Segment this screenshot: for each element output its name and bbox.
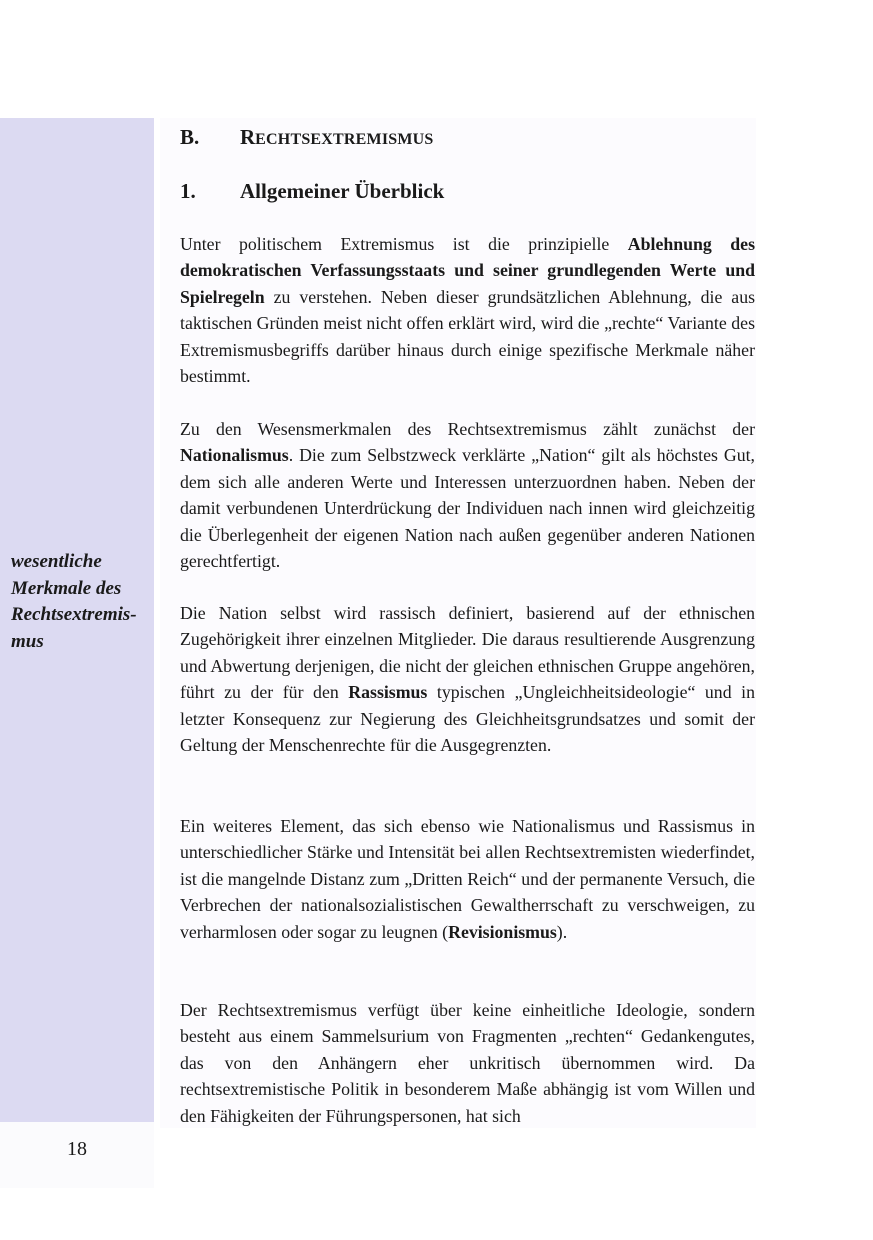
paragraph-text: Der Rechtsextremismus verfügt über keine einheitliche Ideologie, sondern besteht aus einem Sammelsurium von Fragmenten „rechten“ Gedankengutes, das von den Anhängern eher unkritisch übernommen wird. Da rechtsextremistische Politik in besonderem Maße abhängig ist vom Willen und den Fähigkeiten der Führungspersonen, hat sich [180, 1000, 755, 1126]
paragraph-2 [180, 416, 755, 574]
subsection-title: Allgemeiner Überblick [240, 179, 445, 203]
paragraph-text: zu verstehen. Neben dieser grundsätzlichen Ablehnung, die aus taktischen Gründen meist nicht offen erklärt wird, wird die „rechte“ Variante des Extremismusbegriffs darüber hinaus durch einige spezifische Merkmale näher bestimmt. [180, 286, 755, 387]
section-title-rest: ECHTSEXTREMISMUS [255, 131, 434, 148]
margin-note-line: mus [11, 630, 44, 652]
section-letter: B. [180, 125, 200, 149]
paragraph-text: Zu den Wesensmerkmalen des Rechtsextremismus zählt zunächst der [180, 419, 755, 439]
paragraph-emphasis: Nationalismus [180, 445, 289, 466]
section-title-initial: R [240, 125, 256, 149]
margin-note [11, 549, 157, 655]
paragraph-4 [180, 813, 755, 945]
margin-note-line: wesentliche [11, 551, 102, 572]
paragraph-text: Unter politischem Extremismus ist die prinzipielle [180, 234, 628, 254]
page-number: 18 [67, 1138, 87, 1160]
paragraph-emphasis: Ablehnung des demokratischen Verfassungsstaats und seiner grundlegenden Werte und Spielregeln [180, 234, 755, 307]
paragraph-emphasis: Rassismus [348, 682, 428, 703]
paragraph-5 [180, 997, 755, 1129]
paragraph-3 [180, 600, 755, 758]
paragraph-text: Ein weiteres Element, das sich ebenso wie Nationalismus und Rassismus in unterschiedlicher Stärke und Intensität bei allen Rechtsextremisten wiederfindet, ist die mangelnde Distanz zum „Dritten Reich“ und der permanente Versuch, die Verbrechen der nationalsozialistischen Gewaltherrschaft zu verschweigen, zu verharmlosen oder sogar zu leugnen ( [180, 816, 755, 942]
paragraph-text: ). [556, 921, 568, 942]
margin-note-line: Merkmale des [11, 577, 122, 599]
paragraph-text: typischen „Ungleichheitsideologie“ und in letzter Konsequenz zur Negierung des Gleichheitsgrundsatzes und somit der Geltung der Menschenrechte für die Ausgegrenzten. [180, 682, 755, 756]
subsection-number: 1. [180, 179, 196, 203]
paragraph-emphasis: Revisionismus [448, 921, 557, 942]
subsection-heading [180, 179, 444, 204]
section-heading [180, 125, 434, 150]
margin-note-line: Rechtsextremis- [11, 604, 137, 625]
paragraph-text: Die Nation selbst wird rassisch definiert, basierend auf der ethnischen Zugehörigkeit ihrer einzelnen Mitglieder. Die daraus resultierende Ausgrenzung und Abwertung derjenigen, die nicht der gleichen ethnischen Gruppe angehören, führt zu der für den [180, 603, 755, 703]
paragraph-1 [180, 231, 755, 389]
paragraph-text: . Die zum Selbstzweck verklärte „Nation“ gilt als höchstes Gut, dem sich alle anderen Werte und Interessen unterzuordnen haben. Neben der damit verbundenen Unterdrückung der Individuen nach innen wird gleichzeitig die Überlegenheit der eigenen Nation nach außen gegenüber anderen Nationen gerechtfertigt. [180, 445, 755, 572]
